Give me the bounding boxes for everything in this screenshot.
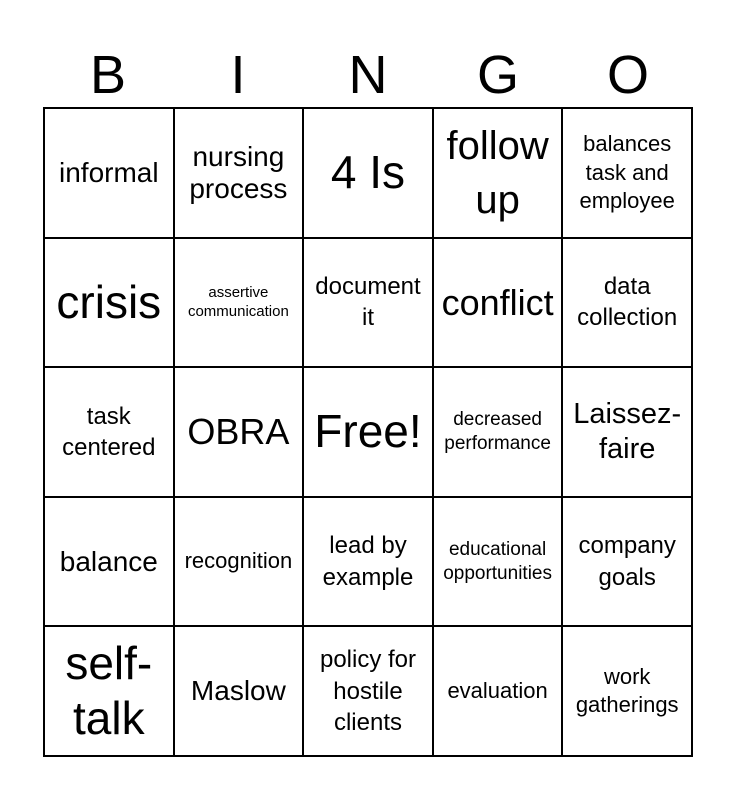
bingo-cell[interactable] — [563, 109, 693, 239]
bingo-cell[interactable] — [563, 239, 693, 369]
bingo-cell[interactable] — [304, 498, 434, 628]
bingo-cell[interactable] — [434, 498, 564, 628]
free-space-label: Free! — [314, 405, 422, 458]
bingo-cell[interactable] — [563, 627, 693, 757]
bingo-cell[interactable] — [45, 109, 175, 239]
header-letter-i: I — [230, 45, 246, 105]
cell-label: self-talk — [65, 637, 153, 745]
cell-label: data collection — [577, 273, 678, 332]
cell-label: balances task and employee — [579, 130, 675, 214]
cell-label: Maslow — [190, 675, 286, 707]
bingo-cell[interactable] — [45, 239, 175, 369]
cell-label: task centered — [62, 402, 156, 461]
header-letter-b: B — [89, 45, 127, 105]
header-letter-g: G — [476, 45, 519, 105]
cell-label: crisis — [56, 275, 162, 328]
bingo-cell[interactable] — [434, 368, 564, 498]
cell-label: follow up — [446, 123, 549, 222]
cell-label: Laissez-faire — [573, 398, 682, 465]
bingo-cell[interactable] — [434, 627, 564, 757]
free-space-cell[interactable] — [304, 368, 434, 498]
bingo-cell[interactable] — [175, 627, 305, 757]
bingo-cell[interactable] — [563, 498, 693, 628]
cell-label: decreased performance — [444, 409, 551, 454]
cell-label: OBRA — [187, 411, 290, 453]
bingo-cell[interactable] — [304, 239, 434, 369]
bingo-board — [43, 107, 693, 757]
bingo-cell[interactable] — [175, 109, 305, 239]
bingo-cell[interactable] — [304, 109, 434, 239]
cell-label: lead by example — [322, 532, 414, 591]
header-letter-o: O — [606, 45, 649, 105]
cell-label: recognition — [184, 548, 293, 574]
header-letter-n: N — [348, 45, 388, 105]
bingo-cell[interactable] — [45, 627, 175, 757]
cell-label: company goals — [578, 532, 676, 591]
bingo-cell[interactable] — [175, 239, 305, 369]
cell-label: 4 Is — [330, 146, 406, 199]
bingo-cell[interactable] — [45, 498, 175, 628]
cell-label: conflict — [441, 281, 554, 323]
cell-label: policy for hostile clients — [319, 646, 417, 736]
bingo-cell[interactable] — [434, 239, 564, 369]
bingo-cell[interactable] — [45, 368, 175, 498]
cell-label: nursing process — [189, 140, 288, 204]
cell-label: educational opportunities — [443, 538, 552, 584]
cell-label: balance — [59, 545, 158, 577]
bingo-cell[interactable] — [175, 368, 305, 498]
cell-label: assertive communication — [187, 283, 289, 321]
cell-label: informal — [59, 156, 159, 188]
cell-label: work gatherings — [575, 663, 679, 718]
bingo-cell[interactable] — [304, 627, 434, 757]
cell-label: document it — [315, 273, 421, 332]
bingo-cell[interactable] — [175, 498, 305, 628]
bingo-cell[interactable] — [563, 368, 693, 498]
cell-label: evaluation — [447, 677, 548, 703]
bingo-cell[interactable] — [434, 109, 564, 239]
bingo-header — [43, 44, 693, 106]
